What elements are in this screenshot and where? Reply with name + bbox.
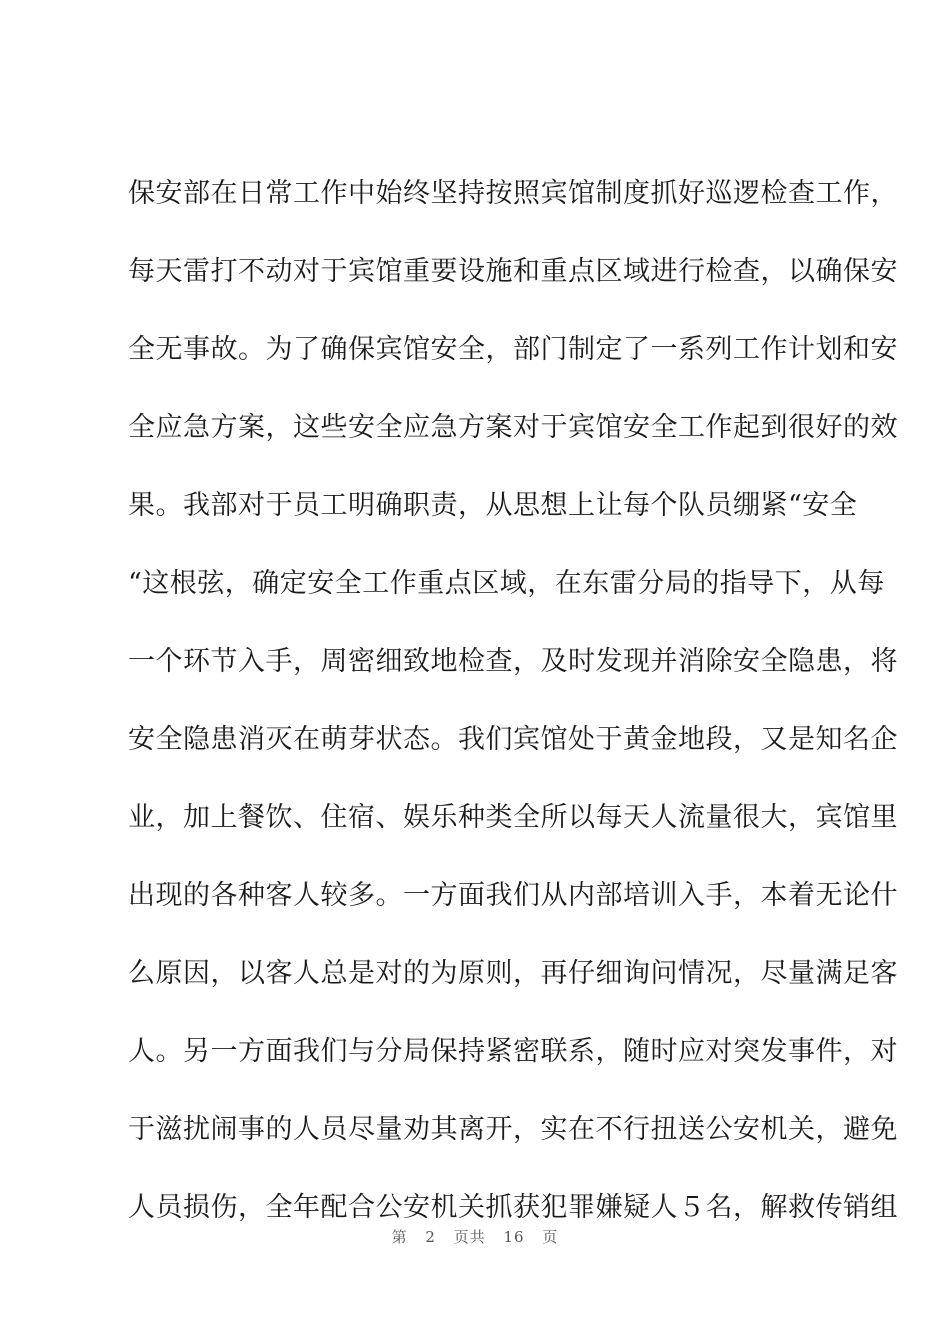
text-line-10: 出现的各种客人较多。一方面我们从内部培训入手，本着无论什 — [128, 880, 898, 911]
text-line-9: 业，加上餐饮、住宿、娱乐种类全所以每天人流量很大，宾馆里 — [128, 802, 898, 833]
footer-prefix: 第 — [391, 1228, 408, 1246]
text-line-1: 保安部在日常工作中始终坚持按照宾馆制度抓好巡逻检查工作， — [128, 178, 898, 209]
text-line-2: 每天雷打不动对于宾馆重要设施和重点区域进行检查，以确保安 — [128, 256, 898, 287]
footer-suffix: 页 — [542, 1228, 559, 1246]
footer-middle: 页共 — [453, 1228, 486, 1246]
text-line-13: 于滋扰闹事的人员尽量劝其离开，实在不行扭送公安机关，避免 — [128, 1114, 898, 1145]
text-line-6: “这根弦，确定安全工作重点区域，在东雷分局的指导下，从每 — [128, 568, 885, 599]
page-footer — [0, 1226, 950, 1247]
footer-page-number: 2 — [425, 1228, 436, 1246]
text-line-7: 一个环节入手，周密细致地检查，及时发现并消除安全隐患，将 — [128, 646, 898, 677]
text-line-3: 全无事故。为了确保宾馆安全，部门制定了一系列工作计划和安 — [128, 334, 898, 365]
footer-total-pages: 16 — [503, 1228, 525, 1246]
text-line-11: 么原因，以客人总是对的为原则，再仔细询问情况，尽量满足客 — [128, 958, 898, 989]
text-line-5: 果。我部对于员工明确职责，从思想上让每个队员绷紧“安全 — [128, 490, 858, 521]
text-line-12: 人。另一方面我们与分局保持紧密联系，随时应对突发事件，对 — [128, 1036, 898, 1067]
text-line-4: 全应急方案，这些安全应急方案对于宾馆安全工作起到很好的效 — [128, 412, 898, 443]
text-line-8: 安全隐患消灭在萌芽状态。我们宾馆处于黄金地段，又是知名企 — [128, 724, 898, 755]
text-line-14: 人员损伤，全年配合公安机关抓获犯罪嫌疑人５名，解救传销组 — [128, 1192, 898, 1223]
